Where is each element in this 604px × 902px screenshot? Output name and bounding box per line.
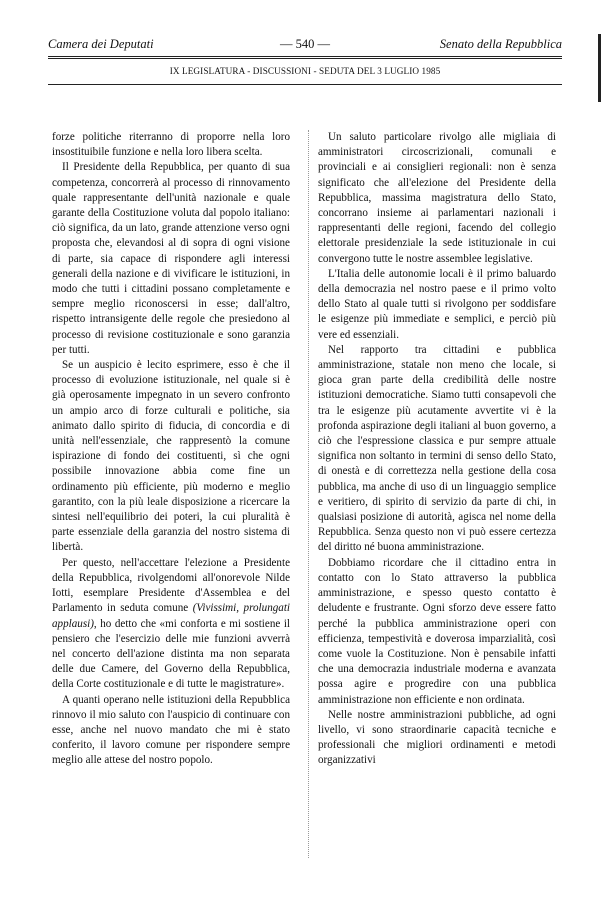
- left-column: [52, 130, 290, 769]
- column-divider: [308, 130, 309, 858]
- header-chamber: Camera dei Deputati: [48, 37, 154, 51]
- paragraph: Nelle nostre amministrazioni pubbliche, ad ogni livello, vi sono straordinarie capacità tecniche e professionali che migliori ordinamenti e metodi organizzativi: [318, 708, 556, 767]
- paragraph: [52, 556, 290, 693]
- paragraph: Nel rapporto tra cittadini e pubblica amministrazione, statale non meno che locale, si gioca gran parte della credibilità delle nostre istituzioni democratiche. Siamo tutti consapevoli che tra le esigenze più acutamente avvertite vi è la profonda aspirazione degli italiani al buon governo, a ciò che l'espressione classica e pur sempre attuale significa non soltanto in termini di senso dello Stato, di onestà e di correttezza nella gestione della cosa pubblica, ma anche di uso di un linguaggio semplice e veritiero, di spirito di servizio da parte di chi, in qualsiasi posizione di autorità, agisca nel nome della Repubblica. Senza questo non vi può essere certezza del diritto né buona amministrazione.: [318, 343, 556, 554]
- paragraph: forze politiche riterranno di proporre nella loro insostituibile funzione e nella loro libera scelta.: [52, 131, 290, 159]
- paragraph-text: , ho detto che «mi conforta e mi sostiene il pensiero che l'esercizio delle mie funzioni avverrà nel concerto dell'azione distinta ma non separata delle due Camere, del Governo della Repubblica, della Corte costituzionale e di tutte le magistrature».: [52, 617, 290, 691]
- binding-edge-mark: [598, 34, 601, 102]
- header-senate: Senato della Repubblica: [439, 37, 562, 51]
- paragraph: L'Italia delle autonomie locali è il primo baluardo della democrazia nel nostro paese e il primo volto dello Stato al quale tutti si rivolgono per soddisfare le esigenze più immediate e semplici, e perciò più vere ed essenziali.: [318, 267, 556, 341]
- paragraph: Dobbiamo ricordare che il cittadino entra in contatto con lo Stato attraverso la pubblica amministrazione, e spesso questo contatto è deludente e frustrante. Ogni sforzo deve essere fatto perché la pubblica amministrazione operi con efficienza, tempestività e doverosa imparzialità, così come vuole la Costituzione. Non è pensabile infatti che una democrazia industriale moderna e avanzata possa agire e progredire con una pubblica amministrazione non efficiente e non ordinata.: [318, 556, 556, 706]
- paragraph: Il Presidente della Repubblica, per quanto di sua competenza, concorrerà al processo di rinnovamento quale rappresentante dell'unità nazionale e quale garante della Costituzione voluta dal popolo italiano: ciò significa, da un lato, grande attenzione verso ogni proposta che, elevandosi al di sopra di ogni visione di parte, sia capace di rispondere agli interessi generali della nazione e di vivificare le istituzioni, in modo che tutti i cittadini possano completamente e sempre meglio riconoscersi in esse; dall'altro, rispetto intransigente delle regole che presiedono al processo di revisione costituzionale e sono garanzia per tutti.: [52, 161, 290, 356]
- header-rule-double: [48, 58, 562, 59]
- page-number: — 540 —: [280, 37, 330, 51]
- paragraph: Se un auspicio è lecito esprimere, esso è che il processo di evoluzione istituzionale, nel quale si è già operosamente impegnato in un severo confronto un ampio arco di forze culturali e politiche, sia animato dallo spirito di fiducia, di concordia e di unità nell'essenziale, che rappresentò la comune ispirazione di fondo dei costituenti, sì che ogni possibile innovazione abbia come fine un ordinamento più efficiente, più moderno e meglio garantito, con la più leale disposizione a ricercare la sintesi nell'equilibrio dei poteri, la cui pluralità è parte essenziale della garanzia del nostro sistema di libertà.: [52, 359, 290, 554]
- paragraph: Un saluto particolare rivolgo alle migliaia di amministratori circoscrizionali, comunali e provinciali e ai consiglieri regionali: non è senza significato che all'elezione del Presidente della Repubblica, massima magistratura dello Stato, concorrano insieme ai parlamentari nazionali i rappresentanti delle regioni, facendo del collegio elettorale presidenziale la sede istituzionale in cui convergono tutte le nostre assemblee legislative.: [318, 131, 556, 265]
- paragraph: A quanti operano nelle istituzioni della Repubblica rinnovo il mio saluto con l'auspicio di continuare con esse, anche nel nuovo mandato che mi è stato conferito, il lavoro comune per rispondere sempre meglio alle attese del nostro popolo.: [52, 693, 290, 767]
- header-rule-top: [48, 56, 562, 57]
- right-column: [318, 130, 556, 769]
- running-header: [48, 37, 562, 55]
- session-line: IX LEGISLATURA - DISCUSSIONI - SEDUTA DEL 3 LUGLIO 1985: [169, 66, 441, 76]
- paragraph-text: Per questo, nell'accettare l'elezione a Presidente della Repubblica, rivolgendomi all'onorevole Nilde Iotti, esemplare Presidente d'Assemblea e del Parlamento in seduta comune: [52, 556, 290, 615]
- applause-note: (Vivissimi, prolungati applausi): [52, 602, 290, 630]
- header-rule-bottom: [48, 84, 562, 85]
